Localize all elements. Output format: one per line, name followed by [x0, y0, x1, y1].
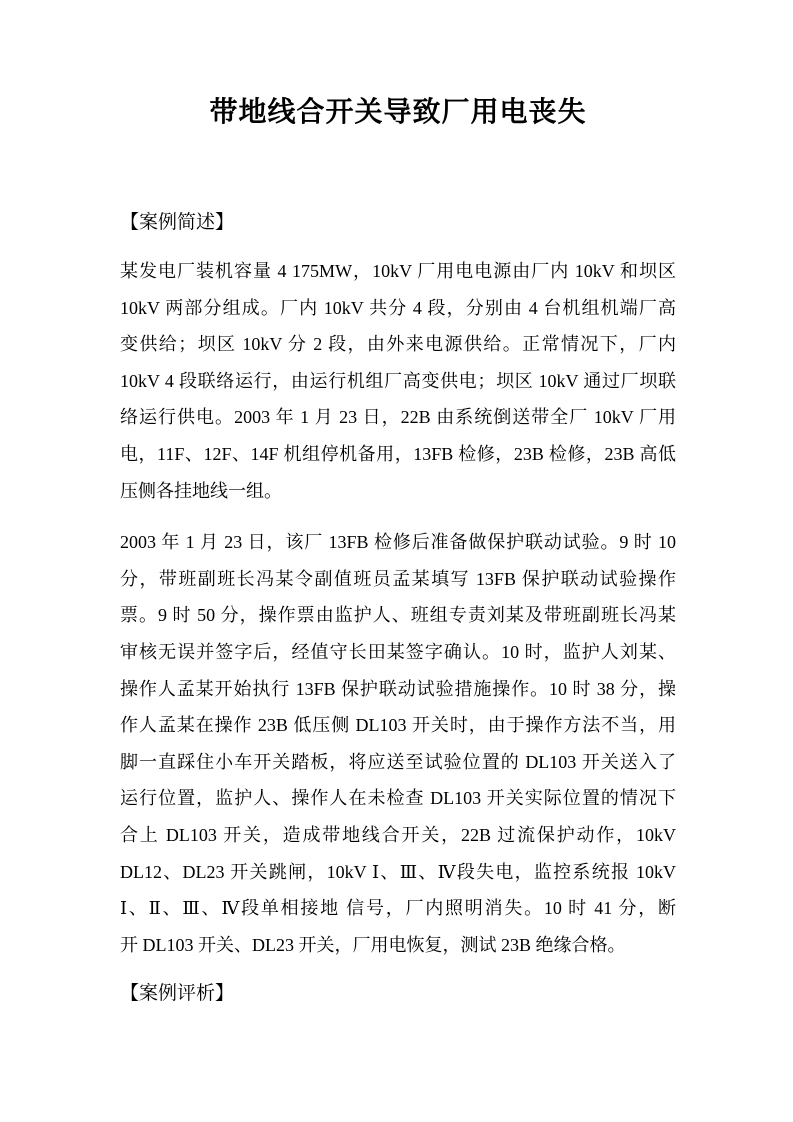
- text-line: 电，11F、12F、14F 机组停机备用，13FB 检修，23B 检修，23B 高低: [120, 443, 676, 464]
- text-line: 作人孟某在操作 23B 低压侧 DL103 开关时，由于操作方法不当，用: [120, 715, 676, 736]
- text-line: 某发电厂装机容量 4 175MW，10kV 厂用电电源由厂内 10kV 和坝区: [120, 261, 676, 281]
- text-line: 分，带班副班长冯某令副值班员孟某填写 13FB 保护联动试验操作: [120, 568, 676, 589]
- case-summary-paragraph-1: [120, 253, 676, 509]
- text-line: 脚一直踩住小车开关踏板，将应送至试验位置的 DL103 开关送入了: [120, 751, 676, 772]
- text-line: 络运行供电。2003 年 1 月 23 日，22B 由系统倒送带全厂 10kV 厂用: [120, 407, 676, 428]
- text-line: 操作人孟某开始执行 13FB 保护联动试验措施操作。10 时 38 分，操: [120, 678, 676, 699]
- text-line: Ⅰ、Ⅱ、Ⅲ、Ⅳ段单相接地 信号，厂内照明消失。10 时 41 分，断: [120, 898, 676, 919]
- text-line: 运行位置，监护人、操作人在未检查 DL103 开关实际位置的情况下: [120, 788, 676, 809]
- text-line: 2003 年 1 月 23 日，该厂 13FB 检修后准备做保护联动试验。9 时 10: [120, 532, 676, 553]
- case-summary-paragraph-2: [120, 524, 676, 963]
- text-line: 压侧各挂地线一组。: [120, 480, 282, 501]
- document-page: [120, 0, 676, 1122]
- text-line: 票。9 时 50 分，操作票由监护人、班组专责刘某及带班副班长冯某: [120, 605, 676, 626]
- section-heading-case-analysis: 【案例评析】: [120, 983, 235, 1005]
- text-line: 10kV 4 段联络运行，由运行机组厂高变供电；坝区 10kV 通过厂坝联: [120, 370, 676, 391]
- text-line: 审核无误并签字后，经值守长田某签字确认。10 时，监护人刘某、: [120, 641, 676, 662]
- text-line: 开 DL103 开关、DL23 开关，厂用电恢复，测试 23B 绝缘合格。: [120, 934, 626, 955]
- document-title: 带地线合开关导致厂用电丧失: [209, 97, 587, 128]
- text-line: DL12、DL23 开关跳闸，10kV Ⅰ、Ⅲ、Ⅳ段失电，监控系统报 10kV: [120, 861, 676, 882]
- section-heading-case-summary: 【案例简述】: [120, 212, 235, 233]
- text-line: 10kV 两部分组成。厂内 10kV 共分 4 段，分别由 4 台机组机端厂高: [120, 297, 676, 318]
- text-line: 合上 DL103 开关，造成带地线合开关，22B 过流保护动作，10kV: [120, 824, 676, 845]
- text-line: 变供给；坝区 10kV 分 2 段，由外来电源供给。正常情况下，厂内: [120, 334, 676, 355]
